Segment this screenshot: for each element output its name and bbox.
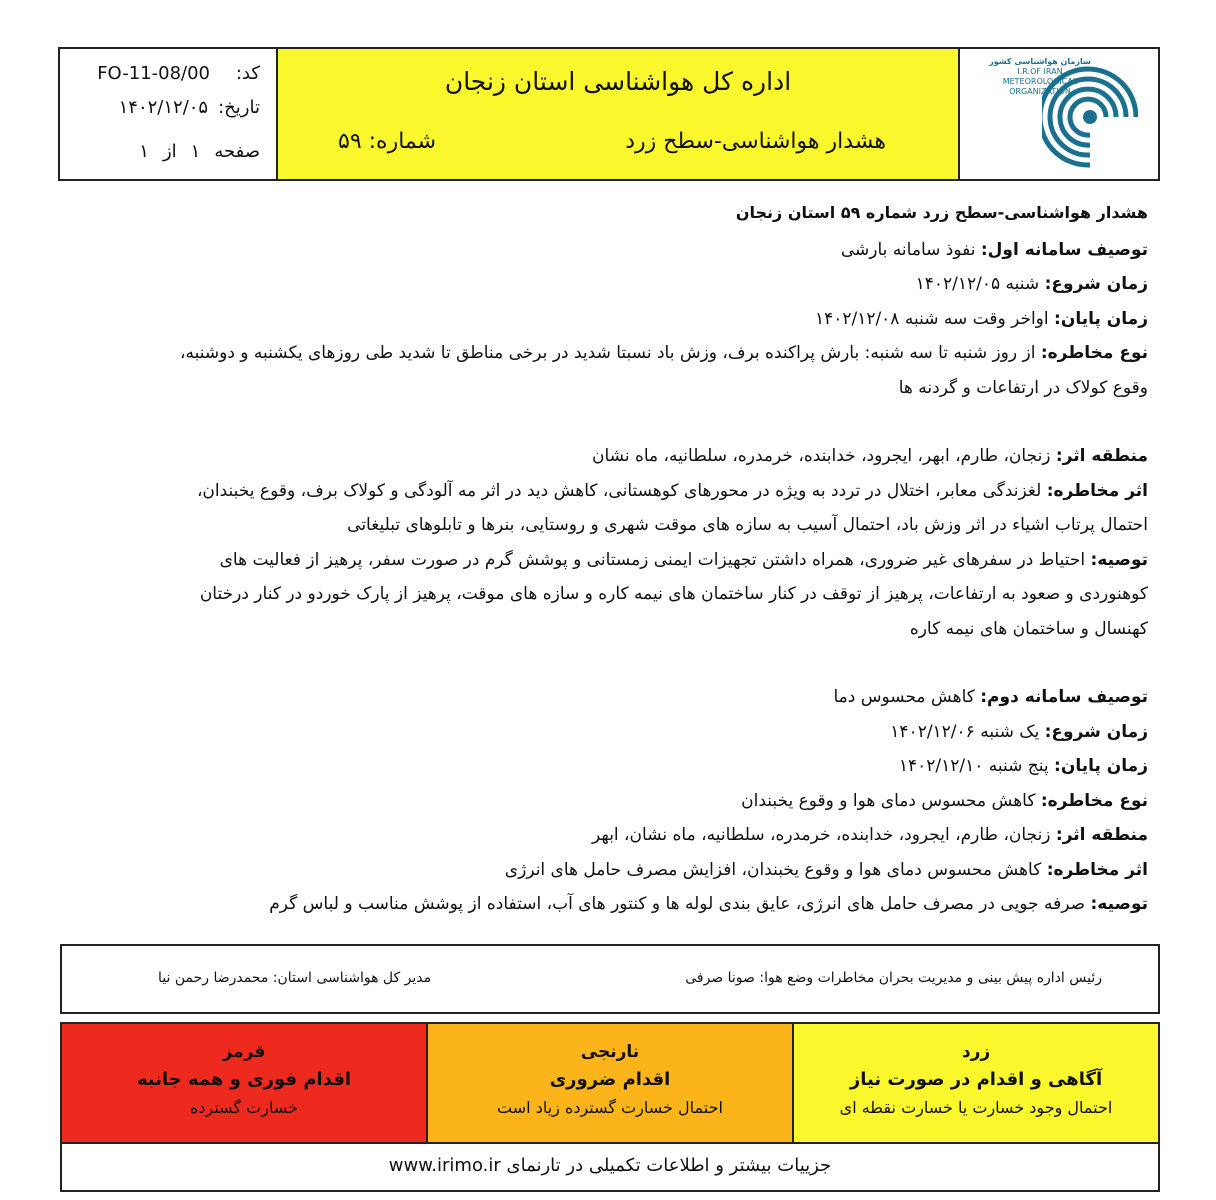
level-orange bbox=[428, 1024, 794, 1142]
code-row bbox=[97, 63, 260, 84]
logo-block bbox=[960, 49, 1158, 179]
date-row bbox=[119, 97, 260, 118]
level-desc: احتمال خسارت گسترده زیاد است bbox=[497, 1098, 723, 1117]
system2-hazard: نوع مخاطره: کاهش محسوس دمای هوا و وقوع یخبندان bbox=[741, 790, 1148, 811]
level-desc: احتمال وجود خسارت یا خسارت نقطه ای bbox=[839, 1098, 1113, 1117]
level-name: زرد bbox=[961, 1042, 991, 1062]
code-value: FO-11-08/00 bbox=[97, 63, 210, 84]
irimo-logo bbox=[978, 55, 1138, 173]
level-desc: خسارت گسترده bbox=[190, 1098, 298, 1117]
system1-advice: توصیه: احتیاط در سفرهای غیر ضروری، همراه داشتن تجهیزات ایمنی زمستانی و پوشش گرم در صورت سفر، پرهیز از فعالیت های bbox=[219, 549, 1148, 570]
level-action: اقدام ضروری bbox=[549, 1069, 671, 1090]
page-row bbox=[139, 141, 260, 162]
system1-effect: اثر مخاطره: لغزندگی معابر، اختلال در تردد به ویژه در محورهای کوهستانی، کاهش دید در اثر مه آلودگی و کولاک برف، وقوع یخبندان، bbox=[196, 480, 1148, 501]
system1-start: زمان شروع: شنبه ۱۴۰۲/۱۲/۰۵ bbox=[915, 274, 1148, 294]
logo-spiral-icon bbox=[1042, 61, 1138, 173]
warning-title: هشدار هواشناسی-سطح زرد bbox=[625, 129, 886, 154]
page-number: ۱ bbox=[190, 141, 201, 162]
warning-number: شماره: ۵۹ bbox=[338, 129, 437, 154]
footer-website-note: جزییات بیشتر و اطلاعات تکمیلی در تارنمای www.irimo.ir bbox=[60, 1142, 1160, 1192]
system2-start: زمان شروع: یک شنبه ۱۴۰۲/۱۲/۰۶ bbox=[890, 721, 1148, 742]
system1-area: منطقه اثر: زنجان، طارم، ابهر، ایجرود، خدابنده، خرمدره، سلطانیه، ماه نشان bbox=[591, 446, 1148, 466]
page-of-label: از bbox=[162, 141, 177, 162]
level-action: اقدام فوری و همه جانبه bbox=[136, 1069, 352, 1090]
system2-description: توصیف سامانه دوم: کاهش محسوس دما bbox=[833, 687, 1148, 707]
forecast-head-signature: رئیس اداره پیش بینی و مدیریت بحران مخاطرات وضع هوا: صونا صرفی bbox=[685, 970, 1102, 986]
warning-levels bbox=[60, 1022, 1160, 1144]
org-title: اداره کل هواشناسی استان زنجان bbox=[444, 67, 792, 96]
level-name: نارنجی bbox=[580, 1042, 640, 1062]
system2-area: منطقه اثر: زنجان، طارم، ایجرود، خدابنده، خرمدره، سلطانیه، ماه نشان، ابهر bbox=[591, 825, 1148, 845]
level-yellow bbox=[794, 1024, 1158, 1142]
level-red bbox=[62, 1024, 428, 1142]
signature-box bbox=[60, 944, 1160, 1014]
document-header bbox=[58, 47, 1160, 181]
level-action: آگاهی و اقدام در صورت نیاز bbox=[849, 1069, 1103, 1090]
date-value: ۱۴۰۲/۱۲/۰۵ bbox=[118, 97, 209, 118]
system2-end: زمان پایان: پنج شنبه ۱۴۰۲/۱۲/۱۰ bbox=[898, 756, 1148, 776]
system2-effect: اثر مخاطره: کاهش محسوس دمای هوا و وقوع یخبندان، افزایش مصرف حامل های انرژی bbox=[504, 859, 1148, 880]
system1-description: توصیف سامانه اول: نفوذ سامانه بارشی bbox=[840, 239, 1148, 260]
page-label: صفحه bbox=[214, 141, 260, 162]
system1-effect-cont: احتمال پرتاب اشیاء در اثر وزش باد، احتمال آسیب به سازه های موقت شهری و روستایی، بنرها و تابلوهای تبلیغاتی bbox=[347, 515, 1148, 535]
system1-advice-cont: کوهنوردی و صعود به ارتفاعات، پرهیز از توقف در کنار ساختمان های نیمه کاره و سازه های موقت، پرهیز از پارک خوردو در کنار درختان bbox=[199, 584, 1148, 604]
date-label: تاریخ: bbox=[218, 97, 260, 118]
level-name: قرمز bbox=[222, 1042, 266, 1062]
system1-hazard-cont: وقوع کولاک در ارتفاعات و گردنه ها bbox=[898, 377, 1148, 398]
warning-headline: هشدار هواشناسی-سطح زرد شماره ۵۹ استان زنجان bbox=[735, 203, 1148, 222]
title-block bbox=[278, 49, 960, 179]
system1-advice-cont2: کهنسال و ساختمان های نیمه کاره bbox=[909, 618, 1148, 639]
document-meta bbox=[60, 49, 278, 179]
system2-advice: توصیه: صرفه جویی در مصرف حامل های انرژی، عایق بندی لوله ها و کنتور های آب، استفاده از پوشش مناسب و لباس گرم bbox=[269, 894, 1148, 914]
warning-content bbox=[68, 196, 1148, 922]
system1-end: زمان پایان: اواخر وقت سه شنبه ۱۴۰۲/۱۲/۰۸ bbox=[814, 308, 1148, 329]
code-label: کد: bbox=[235, 63, 260, 84]
logo-text: سازمان هواشناسی کشور I.R.OF IRAN METEOROLOGICAL ORGANIZATION bbox=[989, 57, 1091, 96]
system1-hazard: نوع مخاطره: از روز شنبه تا سه شنبه: بارش پراکنده برف، وزش باد نسبتا شدید در برخی مناطق تا شدید طی روزهای یکشنبه و دوشنبه، bbox=[180, 343, 1148, 363]
director-signature: مدیر کل هواشناسی استان: محمدرضا رحمن نیا bbox=[158, 970, 432, 986]
page-total: ۱ bbox=[139, 141, 149, 162]
